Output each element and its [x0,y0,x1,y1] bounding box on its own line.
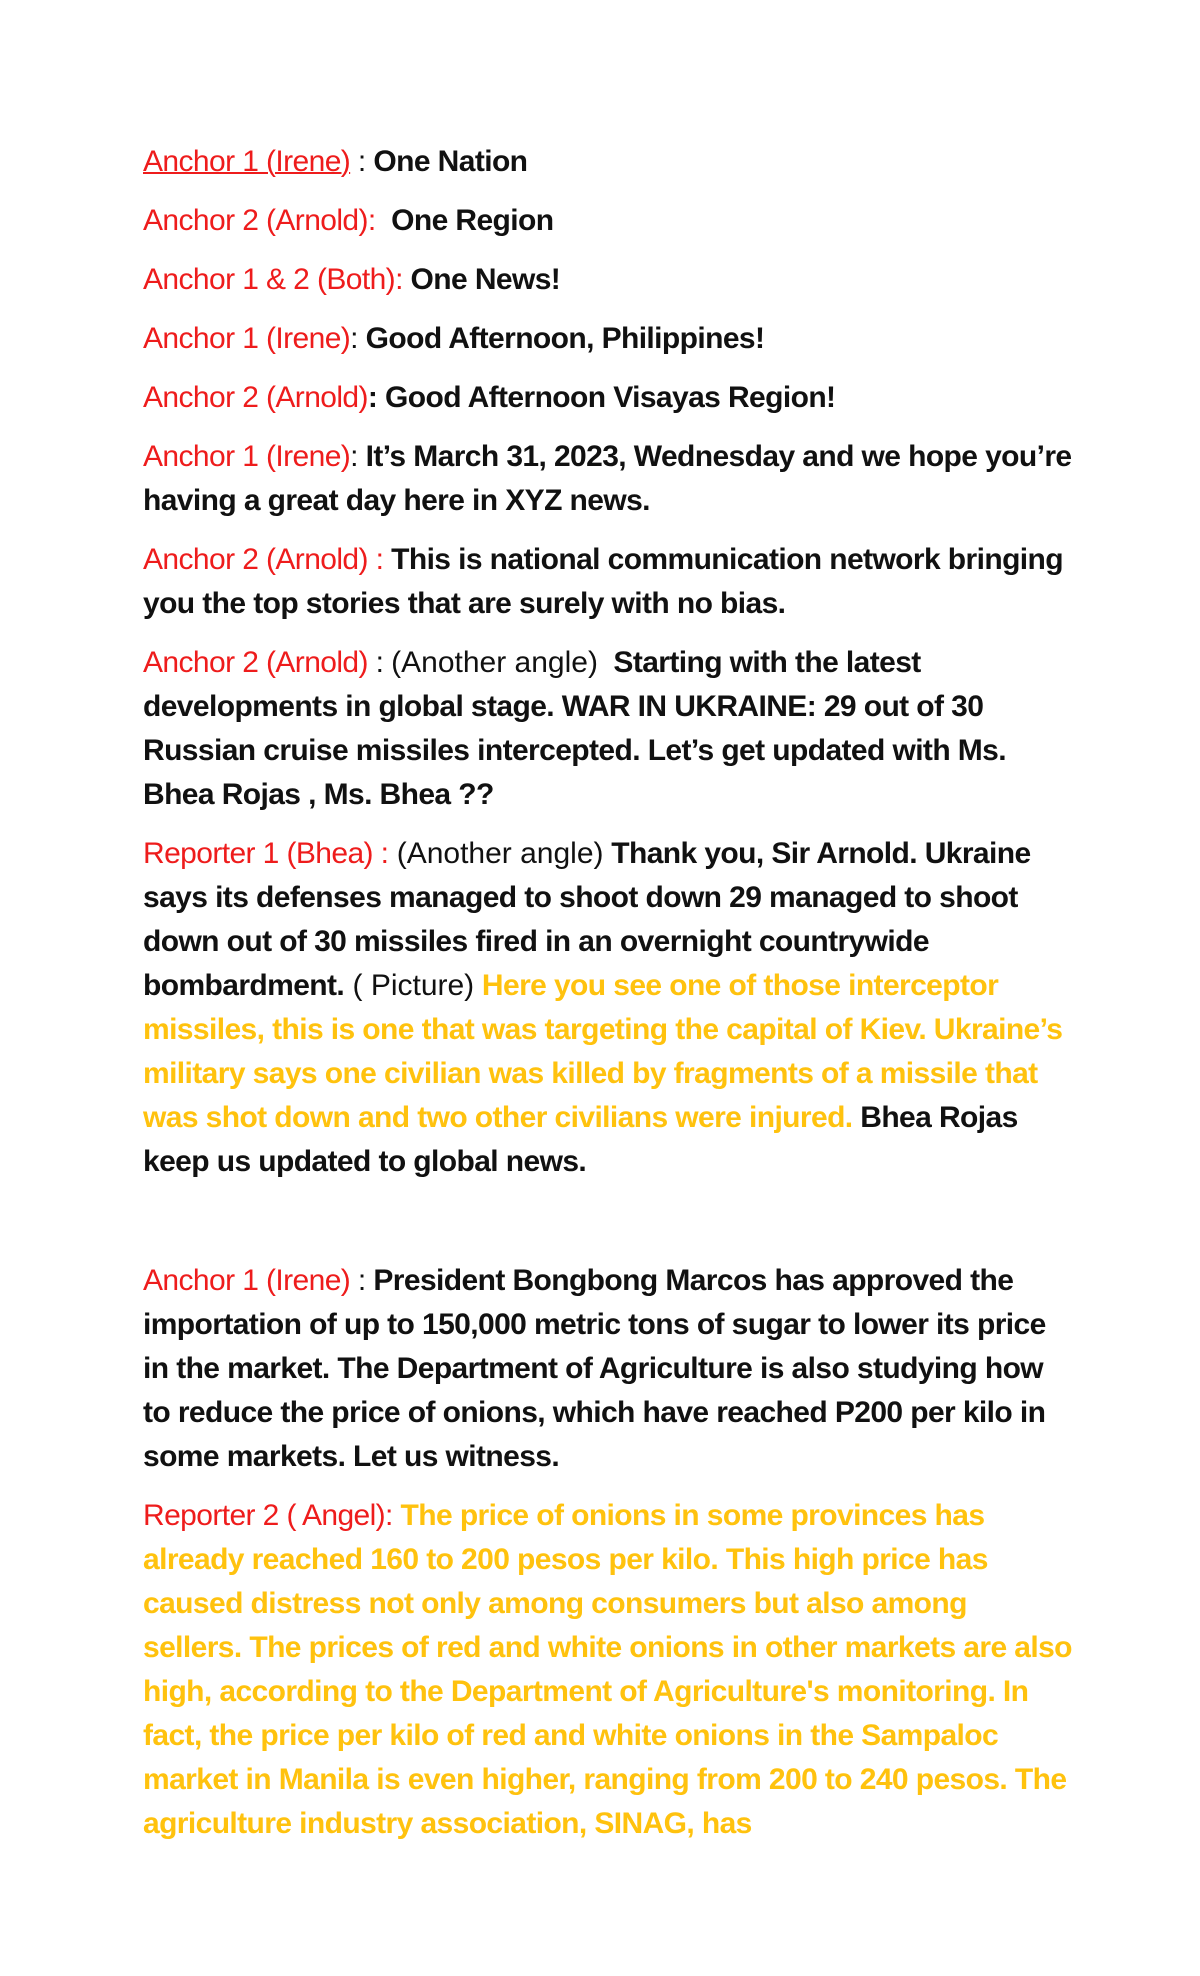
section-gap [143,1199,1073,1259]
script-line-6 [143,435,1073,523]
dialogue-text: : Good Afternoon Visayas Region! [367,381,836,414]
separator: : [350,1264,374,1297]
speaker-label: Anchor 1 (Irene) [143,440,351,473]
script-line-1 [143,140,1073,184]
dialogue-text: It’s March 31, 2023, Wednesday and we hope you’re having a great day here in XYZ news. [143,440,1072,517]
script-line-7 [143,538,1073,626]
script-line-10 [143,1259,1073,1479]
speaker-label: Anchor 1 (Irene) [143,145,351,178]
dialogue-text: One News! [402,263,561,296]
speaker-label: Anchor 2 (Arnold) [143,646,368,679]
separator: : [350,145,374,178]
separator: : [350,322,366,355]
speaker-label: Reporter 1 (Bhea) : [143,837,389,870]
script-line-3 [143,258,1073,302]
speaker-label: Anchor 2 (Arnold): [143,204,376,237]
stage-direction: (Another angle) [391,646,598,679]
speaker-label: Anchor 1 (Irene) [143,322,351,355]
script-line-8 [143,641,1073,817]
voiceover-text: Here you see one of those interceptor missiles, this is one that was targeting the capital of Kiev. Ukraine’s military says one civilian was killed by fragments of a missile that was shot down and two other civilians were injured. [143,969,1063,1134]
dialogue-text: Thank you, Sir Arnold. Ukraine says its defenses managed to shoot down 29 managed to shoot down out of 30 missiles fired in an overnight countrywide bombardment. [143,837,1031,1002]
dialogue-text: President Bongbong Marcos has approved the importation of up to 150,000 metric tons of sugar to lower its price in the market. The Department of Agriculture is also studying how to reduce the price of onions, which have reached P200 per kilo in some markets. Let us witness. [143,1264,1046,1473]
dialogue-text: This is national communication network bringing you the top stories that are surely with no bias. [143,543,1063,620]
speaker-label: Reporter 2 ( Angel): [143,1499,393,1532]
script-line-2 [143,199,1073,243]
dialogue-text: Good Afternoon, Philippines! [365,322,765,355]
script-line-9 [143,832,1073,1184]
voiceover-text: The price of onions in some provinces has already reached 160 to 200 pesos per kilo. This high price has caused distress not only among consumers but also among sellers. The prices of red and white onions in other markets are also high, according to the Department of Agriculture's monitoring. In fact, the price per kilo of red and white onions in the Sampaloc market in Manila is even higher, ranging from 200 to 240 pesos. The agriculture industry association, SINAG, has [143,1499,1072,1840]
separator: : [350,440,366,473]
dialogue-text-closing: Bhea Rojas keep us updated to global news. [143,1101,1018,1178]
dialogue-text: Starting with the latest developments in global stage. WAR IN UKRAINE: 29 out of 30 Russian cruise missiles intercepted. Let’s get updated with Ms. Bhea Rojas , Ms. Bhea ?? [143,646,1014,811]
script-line-4 [143,317,1073,361]
dialogue-text: One Nation [373,145,528,178]
speaker-label: Anchor 2 (Arnold) [143,381,368,414]
speaker-label: Anchor 2 (Arnold) : [143,543,384,576]
script-line-5 [143,376,1073,420]
speaker-label: Anchor 1 (Irene) [143,1264,351,1297]
news-script-document [143,140,1073,1861]
separator: : [367,646,392,679]
dialogue-text: One Region [375,204,554,237]
speaker-label: Anchor 1 & 2 (Both): [143,263,403,296]
script-line-11 [143,1494,1073,1846]
stage-direction-picture: ( Picture) [344,969,475,1002]
stage-direction: (Another angle) [388,837,604,870]
